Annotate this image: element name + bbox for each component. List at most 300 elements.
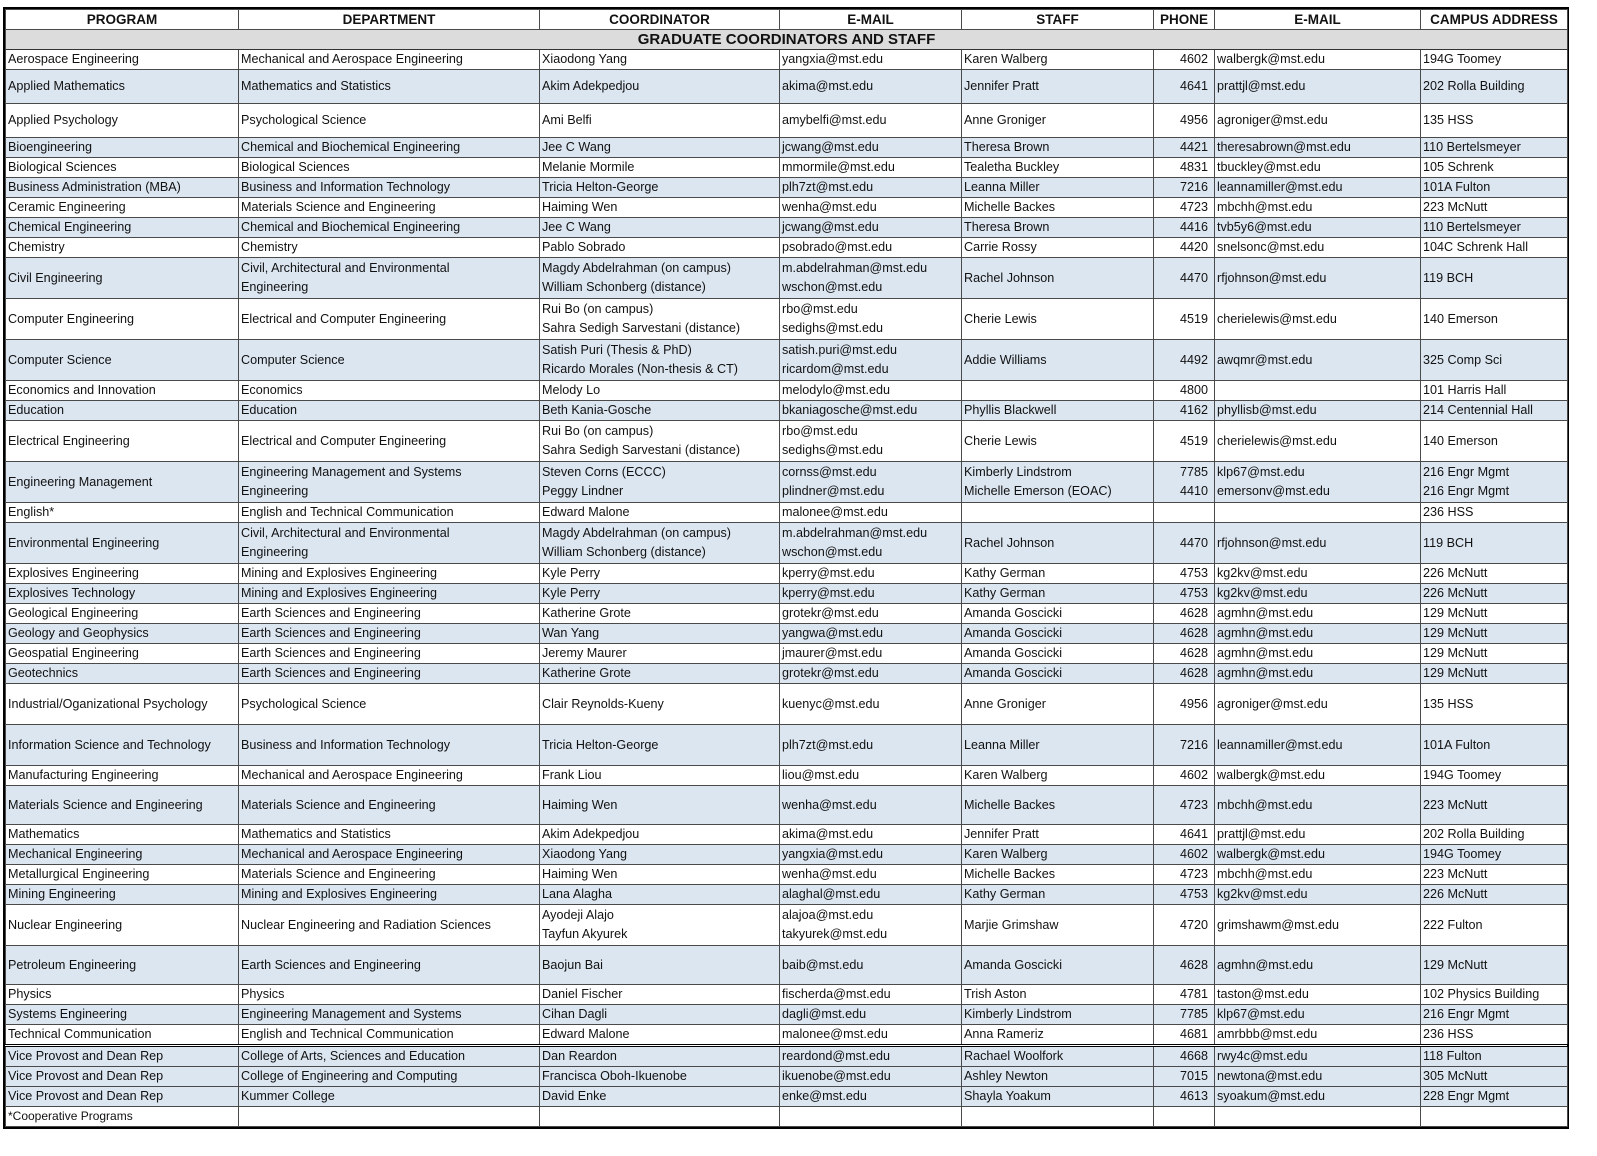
coordinator-email-cell[interactable]: yangxia@mst.edu — [780, 845, 962, 865]
coordinator-cell-line: Rui Bo (on campus) — [542, 424, 654, 438]
staff-cell: Rachel Johnson — [962, 258, 1154, 299]
coordinator-email-cell[interactable]: kperry@mst.edu — [780, 584, 962, 604]
program-cell: Vice Provost and Dean Rep — [6, 1067, 239, 1087]
coordinator-cell-line: Magdy Abdelrahman (on campus) — [542, 261, 732, 275]
staff-email-cell[interactable]: mbchh@mst.edu — [1215, 198, 1421, 218]
program-cell: Geological Engineering — [6, 604, 239, 624]
staff-email-cell[interactable]: prattjl@mst.edu — [1215, 825, 1421, 845]
staff-cell: Michelle Backes — [962, 198, 1154, 218]
coordinators-sheet — [3, 7, 1569, 1129]
table-row — [6, 624, 1568, 644]
department-cell: College of Engineering and Computing — [239, 1067, 540, 1087]
staff-email-cell[interactable]: mbchh@mst.edu — [1215, 865, 1421, 885]
phone-cell: 4628 — [1154, 664, 1215, 684]
phone-cell — [1154, 503, 1215, 523]
program-cell: Mechanical Engineering — [6, 845, 239, 865]
address-cell: 110 Bertelsmeyer — [1421, 138, 1568, 158]
coordinator-email-cell[interactable]: yangxia@mst.edu — [780, 50, 962, 70]
address-cell-line: 216 Engr Mgmt — [1423, 484, 1510, 498]
header-campus-address: CAMPUS ADDRESS — [1421, 10, 1568, 30]
staff-email-cell[interactable]: kg2kv@mst.edu — [1215, 584, 1421, 604]
department-cell: Physics — [239, 985, 540, 1005]
empty-cell — [540, 1107, 780, 1127]
coordinator-email-cell[interactable]: enke@mst.edu — [780, 1087, 962, 1107]
staff-cell: Amanda Goscicki — [962, 644, 1154, 664]
staff-email-cell[interactable]: rfjohnson@mst.edu — [1215, 258, 1421, 299]
coordinator-email-cell[interactable]: baib@mst.edu — [780, 946, 962, 985]
department-cell: Earth Sciences and Engineering — [239, 946, 540, 985]
staff-email-cell[interactable]: theresabrown@mst.edu — [1215, 138, 1421, 158]
department-cell-line: Engineering — [241, 545, 309, 559]
coordinator-email-cell[interactable] — [780, 340, 962, 381]
coordinator-email-cell[interactable]: malonee@mst.edu — [780, 1025, 962, 1046]
table-row — [6, 564, 1568, 584]
phone-cell: 4519 — [1154, 421, 1215, 462]
table-row — [6, 238, 1568, 258]
table-row — [6, 218, 1568, 238]
phone-cell: 4668 — [1154, 1046, 1215, 1067]
department-cell: English and Technical Communication — [239, 1025, 540, 1046]
table-row — [6, 401, 1568, 421]
staff-email-cell[interactable]: agmhn@mst.edu — [1215, 604, 1421, 624]
coordinator-email-cell[interactable]: malonee@mst.edu — [780, 503, 962, 523]
coordinator-cell-line: Sahra Sedigh Sarvestani (distance) — [542, 321, 741, 335]
coordinator-email-cell[interactable]: jcwang@mst.edu — [780, 218, 962, 238]
staff-email-cell[interactable] — [1215, 462, 1421, 503]
empty-cell — [962, 1107, 1154, 1127]
coordinator-email-cell[interactable]: akima@mst.edu — [780, 825, 962, 845]
phone-cell: 4720 — [1154, 905, 1215, 946]
empty-cell — [1154, 1107, 1215, 1127]
program-cell: Vice Provost and Dean Rep — [6, 1087, 239, 1107]
department-cell: Engineering Management and Systems — [239, 1005, 540, 1025]
address-cell: 226 McNutt — [1421, 564, 1568, 584]
address-cell — [1421, 462, 1568, 503]
program-cell: Information Science and Technology — [6, 725, 239, 766]
staff-email-cell[interactable]: prattjl@mst.edu — [1215, 70, 1421, 104]
department-cell — [239, 523, 540, 564]
department-cell-line: Civil, Architectural and Environmental — [241, 526, 450, 540]
coordinator-email-cell-line[interactable]: m.abdelrahman@mst.edu — [782, 526, 928, 540]
coordinator-email-cell[interactable]: reardond@mst.edu — [780, 1046, 962, 1067]
coordinator-email-cell[interactable] — [780, 258, 962, 299]
coordinator-email-cell[interactable]: melodylo@mst.edu — [780, 381, 962, 401]
program-cell: Bioengineering — [6, 138, 239, 158]
department-cell: Computer Science — [239, 340, 540, 381]
program-cell: Vice Provost and Dean Rep — [6, 1046, 239, 1067]
empty-cell — [1421, 1107, 1568, 1127]
address-cell: 135 HSS — [1421, 104, 1568, 138]
staff-cell: Theresa Brown — [962, 218, 1154, 238]
phone-cell-line: 7785 — [1179, 465, 1208, 479]
address-cell: 226 McNutt — [1421, 584, 1568, 604]
department-cell: Electrical and Computer Engineering — [239, 421, 540, 462]
coordinator-cell — [540, 905, 780, 946]
staff-email-cell[interactable]: snelsonc@mst.edu — [1215, 238, 1421, 258]
staff-email-cell[interactable]: amrbbb@mst.edu — [1215, 1025, 1421, 1046]
program-cell: Applied Mathematics — [6, 70, 239, 104]
address-cell: 222 Fulton — [1421, 905, 1568, 946]
phone-cell: 4519 — [1154, 299, 1215, 340]
table-row — [6, 381, 1568, 401]
department-cell: Materials Science and Engineering — [239, 786, 540, 825]
staff-cell — [962, 462, 1154, 503]
staff-cell: Addie Williams — [962, 340, 1154, 381]
phone-cell: 4641 — [1154, 825, 1215, 845]
header-phone: PHONE — [1154, 10, 1215, 30]
staff-email-cell[interactable]: leannamiller@mst.edu — [1215, 725, 1421, 766]
coordinator-email-cell-line[interactable]: ricardom@mst.edu — [782, 362, 889, 376]
address-cell: 102 Physics Building — [1421, 985, 1568, 1005]
staff-email-cell[interactable]: agroniger@mst.edu — [1215, 104, 1421, 138]
staff-email-cell[interactable]: cherielewis@mst.edu — [1215, 299, 1421, 340]
table-row — [6, 1046, 1568, 1067]
coordinator-email-cell[interactable]: fischerda@mst.edu — [780, 985, 962, 1005]
phone-cell: 4613 — [1154, 1087, 1215, 1107]
coordinator-cell: Haiming Wen — [540, 865, 780, 885]
address-cell: 101A Fulton — [1421, 725, 1568, 766]
department-cell: Mining and Explosives Engineering — [239, 584, 540, 604]
phone-cell: 7216 — [1154, 725, 1215, 766]
address-cell: 135 HSS — [1421, 684, 1568, 725]
department-cell: Business and Information Technology — [239, 725, 540, 766]
coordinator-cell: Haiming Wen — [540, 198, 780, 218]
staff-email-cell[interactable]: newtona@mst.edu — [1215, 1067, 1421, 1087]
coordinator-cell-line: Peggy Lindner — [542, 484, 624, 498]
address-cell: 140 Emerson — [1421, 421, 1568, 462]
table-row — [6, 138, 1568, 158]
phone-cell: 4470 — [1154, 523, 1215, 564]
department-cell: Earth Sciences and Engineering — [239, 644, 540, 664]
coordinator-email-cell[interactable]: yangwa@mst.edu — [780, 624, 962, 644]
address-cell: 216 Engr Mgmt — [1421, 1005, 1568, 1025]
phone-cell: 4800 — [1154, 381, 1215, 401]
coordinator-email-cell[interactable] — [780, 462, 962, 503]
table-row — [6, 905, 1568, 946]
phone-cell: 4421 — [1154, 138, 1215, 158]
staff-email-cell[interactable]: mbchh@mst.edu — [1215, 786, 1421, 825]
staff-email-cell[interactable]: kg2kv@mst.edu — [1215, 564, 1421, 584]
staff-email-cell[interactable]: awqmr@mst.edu — [1215, 340, 1421, 381]
department-cell: Earth Sciences and Engineering — [239, 664, 540, 684]
staff-cell: Amanda Goscicki — [962, 664, 1154, 684]
staff-email-cell[interactable]: taston@mst.edu — [1215, 985, 1421, 1005]
table-row — [6, 786, 1568, 825]
coordinator-email-cell-line[interactable]: wschon@mst.edu — [782, 545, 883, 559]
staff-cell-line: Michelle Emerson (EOAC) — [964, 484, 1112, 498]
staff-cell-line: Kimberly Lindstrom — [964, 465, 1072, 479]
coordinator-email-cell[interactable]: amybelfi@mst.edu — [780, 104, 962, 138]
program-cell: Geospatial Engineering — [6, 644, 239, 664]
table-row — [6, 178, 1568, 198]
program-cell: Applied Psychology — [6, 104, 239, 138]
staff-cell: Karen Walberg — [962, 845, 1154, 865]
table-row — [6, 825, 1568, 845]
department-cell: Psychological Science — [239, 104, 540, 138]
coordinator-email-cell-line[interactable]: sedighs@mst.edu — [782, 321, 883, 335]
staff-cell: Kathy German — [962, 584, 1154, 604]
staff-email-cell-line[interactable]: klp67@mst.edu — [1217, 465, 1305, 479]
staff-cell: Rachael Woolfork — [962, 1046, 1154, 1067]
phone-cell — [1154, 462, 1215, 503]
coordinator-cell: Jee C Wang — [540, 218, 780, 238]
header-staff: STAFF — [962, 10, 1154, 30]
coordinator-email-cell[interactable]: grotekr@mst.edu — [780, 664, 962, 684]
staff-email-cell[interactable]: cherielewis@mst.edu — [1215, 421, 1421, 462]
department-cell: Business and Information Technology — [239, 178, 540, 198]
program-cell: Economics and Innovation — [6, 381, 239, 401]
department-cell: Economics — [239, 381, 540, 401]
coordinator-cell: Akim Adekpedjou — [540, 825, 780, 845]
coordinator-email-cell[interactable]: jmaurer@mst.edu — [780, 644, 962, 664]
coordinator-email-cell-line[interactable]: plindner@mst.edu — [782, 484, 885, 498]
coordinator-email-cell[interactable]: grotekr@mst.edu — [780, 604, 962, 624]
department-cell: Materials Science and Engineering — [239, 865, 540, 885]
coordinator-cell-line: Ayodeji Alajo — [542, 908, 614, 922]
staff-cell: Anne Groniger — [962, 104, 1154, 138]
coordinator-email-cell[interactable]: alaghal@mst.edu — [780, 885, 962, 905]
coordinator-email-cell[interactable]: kperry@mst.edu — [780, 564, 962, 584]
staff-email-cell[interactable]: walbergk@mst.edu — [1215, 50, 1421, 70]
coordinator-cell: Xiaodong Yang — [540, 50, 780, 70]
staff-email-cell[interactable]: tvb5y6@mst.edu — [1215, 218, 1421, 238]
coordinator-cell: Baojun Bai — [540, 946, 780, 985]
staff-email-cell[interactable]: syoakum@mst.edu — [1215, 1087, 1421, 1107]
address-cell: 129 McNutt — [1421, 604, 1568, 624]
coordinator-email-cell[interactable]: wenha@mst.edu — [780, 865, 962, 885]
address-cell: 101 Harris Hall — [1421, 381, 1568, 401]
coordinator-cell: Beth Kania-Gosche — [540, 401, 780, 421]
program-cell: Systems Engineering — [6, 1005, 239, 1025]
table-row — [6, 50, 1568, 70]
department-cell: English and Technical Communication — [239, 503, 540, 523]
coordinator-cell: Wan Yang — [540, 624, 780, 644]
table-body — [6, 50, 1568, 1127]
coordinator-email-cell-line[interactable]: sedighs@mst.edu — [782, 443, 883, 457]
table-row — [6, 1067, 1568, 1087]
staff-email-cell[interactable]: klp67@mst.edu — [1215, 1005, 1421, 1025]
phone-cell: 4470 — [1154, 258, 1215, 299]
staff-cell: Ashley Newton — [962, 1067, 1154, 1087]
department-cell-line: Engineering Management and Systems — [241, 465, 462, 479]
staff-email-cell[interactable]: tbuckley@mst.edu — [1215, 158, 1421, 178]
staff-cell: Michelle Backes — [962, 786, 1154, 825]
program-cell: Business Administration (MBA) — [6, 178, 239, 198]
table-row — [6, 299, 1568, 340]
coordinator-cell: Tricia Helton-George — [540, 178, 780, 198]
empty-cell — [1215, 1107, 1421, 1127]
coordinator-email-cell[interactable] — [780, 523, 962, 564]
staff-cell: Leanna Miller — [962, 178, 1154, 198]
table-row — [6, 725, 1568, 766]
coordinator-email-cell[interactable]: ikuenobe@mst.edu — [780, 1067, 962, 1087]
coordinator-email-cell[interactable]: wenha@mst.edu — [780, 198, 962, 218]
department-cell — [239, 462, 540, 503]
table-row — [6, 865, 1568, 885]
coordinator-email-cell[interactable]: dagli@mst.edu — [780, 1005, 962, 1025]
coordinator-email-cell[interactable]: mmormile@mst.edu — [780, 158, 962, 178]
staff-cell: Kathy German — [962, 564, 1154, 584]
coordinator-email-cell[interactable] — [780, 421, 962, 462]
coordinator-email-cell[interactable]: liou@mst.edu — [780, 766, 962, 786]
staff-email-cell[interactable] — [1215, 381, 1421, 401]
coordinator-cell-line: Rui Bo (on campus) — [542, 302, 654, 316]
department-cell: Earth Sciences and Engineering — [239, 624, 540, 644]
coordinator-email-cell-line[interactable]: m.abdelrahman@mst.edu — [782, 261, 928, 275]
department-cell: Mining and Explosives Engineering — [239, 885, 540, 905]
coordinator-cell: Melody Lo — [540, 381, 780, 401]
table-row — [6, 1025, 1568, 1046]
staff-cell: Karen Walberg — [962, 766, 1154, 786]
coordinator-email-cell-line[interactable]: rbo@mst.edu — [782, 302, 858, 316]
phone-cell: 4723 — [1154, 198, 1215, 218]
table-row — [6, 70, 1568, 104]
staff-email-cell[interactable]: agmhn@mst.edu — [1215, 624, 1421, 644]
coordinator-email-cell-line[interactable]: alajoa@mst.edu — [782, 908, 874, 922]
coordinator-email-cell[interactable] — [780, 905, 962, 946]
header-department: DEPARTMENT — [239, 10, 540, 30]
staff-email-cell[interactable]: leannamiller@mst.edu — [1215, 178, 1421, 198]
coordinator-cell: Katherine Grote — [540, 604, 780, 624]
phone-cell: 4628 — [1154, 946, 1215, 985]
phone-cell: 4753 — [1154, 564, 1215, 584]
coordinator-email-cell[interactable] — [780, 299, 962, 340]
staff-cell: Carrie Rossy — [962, 238, 1154, 258]
staff-cell: Rachel Johnson — [962, 523, 1154, 564]
program-cell: Industrial/Oganizational Psychology — [6, 684, 239, 725]
program-cell: Education — [6, 401, 239, 421]
staff-cell: Amanda Goscicki — [962, 946, 1154, 985]
staff-email-cell[interactable]: phyllisb@mst.edu — [1215, 401, 1421, 421]
staff-email-cell[interactable]: agroniger@mst.edu — [1215, 684, 1421, 725]
coordinator-email-cell[interactable]: jcwang@mst.edu — [780, 138, 962, 158]
address-cell: 194G Toomey — [1421, 50, 1568, 70]
table-row — [6, 104, 1568, 138]
address-cell-line: 216 Engr Mgmt — [1423, 465, 1510, 479]
coordinator-cell: Dan Reardon — [540, 1046, 780, 1067]
phone-cell: 4416 — [1154, 218, 1215, 238]
address-cell: 129 McNutt — [1421, 624, 1568, 644]
staff-cell: Michelle Backes — [962, 865, 1154, 885]
coordinator-cell: Akim Adekpedjou — [540, 70, 780, 104]
department-cell: Materials Science and Engineering — [239, 198, 540, 218]
address-cell: 223 McNutt — [1421, 198, 1568, 218]
program-cell: Geology and Geophysics — [6, 624, 239, 644]
coordinator-email-cell-line[interactable]: cornss@mst.edu — [782, 465, 877, 479]
table-row — [6, 258, 1568, 299]
coordinator-email-cell[interactable]: akima@mst.edu — [780, 70, 962, 104]
staff-cell: Cherie Lewis — [962, 421, 1154, 462]
table-row — [6, 845, 1568, 865]
program-cell: Engineering Management — [6, 462, 239, 503]
staff-email-cell[interactable]: agmhn@mst.edu — [1215, 946, 1421, 985]
address-cell: 118 Fulton — [1421, 1046, 1568, 1067]
coordinator-email-cell[interactable]: plh7zt@mst.edu — [780, 725, 962, 766]
coordinator-cell: Haiming Wen — [540, 786, 780, 825]
staff-cell: Kathy German — [962, 885, 1154, 905]
address-cell: 236 HSS — [1421, 503, 1568, 523]
coordinator-email-cell[interactable]: bkaniagosche@mst.edu — [780, 401, 962, 421]
staff-cell: Anne Groniger — [962, 684, 1154, 725]
coordinator-email-cell-line[interactable]: wschon@mst.edu — [782, 280, 883, 294]
empty-cell — [780, 1107, 962, 1127]
department-cell: Chemical and Biochemical Engineering — [239, 138, 540, 158]
department-cell: Mechanical and Aerospace Engineering — [239, 50, 540, 70]
staff-email-cell[interactable]: agmhn@mst.edu — [1215, 664, 1421, 684]
staff-email-cell-line[interactable]: emersonv@mst.edu — [1217, 484, 1330, 498]
coordinator-email-cell-line[interactable]: satish.puri@mst.edu — [782, 343, 897, 357]
staff-email-cell[interactable]: rwy4c@mst.edu — [1215, 1046, 1421, 1067]
address-cell: 129 McNutt — [1421, 644, 1568, 664]
staff-cell: Jennifer Pratt — [962, 70, 1154, 104]
address-cell: 228 Engr Mgmt — [1421, 1087, 1568, 1107]
address-cell: 194G Toomey — [1421, 845, 1568, 865]
address-cell: 202 Rolla Building — [1421, 825, 1568, 845]
phone-cell: 4831 — [1154, 158, 1215, 178]
coordinator-cell: Edward Malone — [540, 503, 780, 523]
coordinator-email-cell[interactable]: kuenyc@mst.edu — [780, 684, 962, 725]
coordinator-email-cell[interactable]: psobrado@mst.edu — [780, 238, 962, 258]
department-cell: Chemistry — [239, 238, 540, 258]
coordinator-cell: David Enke — [540, 1087, 780, 1107]
coordinator-cell — [540, 299, 780, 340]
coordinator-email-cell[interactable]: wenha@mst.edu — [780, 786, 962, 825]
staff-email-cell[interactable]: kg2kv@mst.edu — [1215, 885, 1421, 905]
coordinator-email-cell-line[interactable]: takyurek@mst.edu — [782, 927, 888, 941]
table-row — [6, 340, 1568, 381]
staff-email-cell[interactable] — [1215, 503, 1421, 523]
table-row — [6, 644, 1568, 664]
header-staff-email: E-MAIL — [1215, 10, 1421, 30]
coordinator-cell — [540, 462, 780, 503]
phone-cell: 4723 — [1154, 786, 1215, 825]
header-program: PROGRAM — [6, 10, 239, 30]
program-cell: Chemistry — [6, 238, 239, 258]
address-cell: 119 BCH — [1421, 258, 1568, 299]
staff-email-cell[interactable]: rfjohnson@mst.edu — [1215, 523, 1421, 564]
department-cell: Biological Sciences — [239, 158, 540, 178]
program-cell: Ceramic Engineering — [6, 198, 239, 218]
table-row — [6, 766, 1568, 786]
department-cell: Mathematics and Statistics — [239, 825, 540, 845]
address-cell: 129 McNutt — [1421, 946, 1568, 985]
address-cell: 226 McNutt — [1421, 885, 1568, 905]
phone-cell: 4681 — [1154, 1025, 1215, 1046]
address-cell: 110 Bertelsmeyer — [1421, 218, 1568, 238]
staff-email-cell[interactable]: walbergk@mst.edu — [1215, 845, 1421, 865]
staff-cell: Cherie Lewis — [962, 299, 1154, 340]
coordinator-email-cell[interactable]: plh7zt@mst.edu — [780, 178, 962, 198]
department-cell: Mechanical and Aerospace Engineering — [239, 845, 540, 865]
staff-cell: Phyllis Blackwell — [962, 401, 1154, 421]
coordinator-cell-line: Steven Corns (ECCC) — [542, 465, 666, 479]
program-cell: Environmental Engineering — [6, 523, 239, 564]
staff-email-cell[interactable]: agmhn@mst.edu — [1215, 644, 1421, 664]
department-cell: Kummer College — [239, 1087, 540, 1107]
staff-email-cell[interactable]: grimshawm@mst.edu — [1215, 905, 1421, 946]
staff-cell: Anna Rameriz — [962, 1025, 1154, 1046]
table-row — [6, 664, 1568, 684]
table-row — [6, 523, 1568, 564]
coordinator-cell-line: Magdy Abdelrahman (on campus) — [542, 526, 732, 540]
program-cell: Mining Engineering — [6, 885, 239, 905]
staff-email-cell[interactable]: walbergk@mst.edu — [1215, 766, 1421, 786]
address-cell: 223 McNutt — [1421, 786, 1568, 825]
coordinator-email-cell-line[interactable]: rbo@mst.edu — [782, 424, 858, 438]
program-cell: Materials Science and Engineering — [6, 786, 239, 825]
table-row — [6, 1005, 1568, 1025]
coordinator-cell: Kyle Perry — [540, 564, 780, 584]
